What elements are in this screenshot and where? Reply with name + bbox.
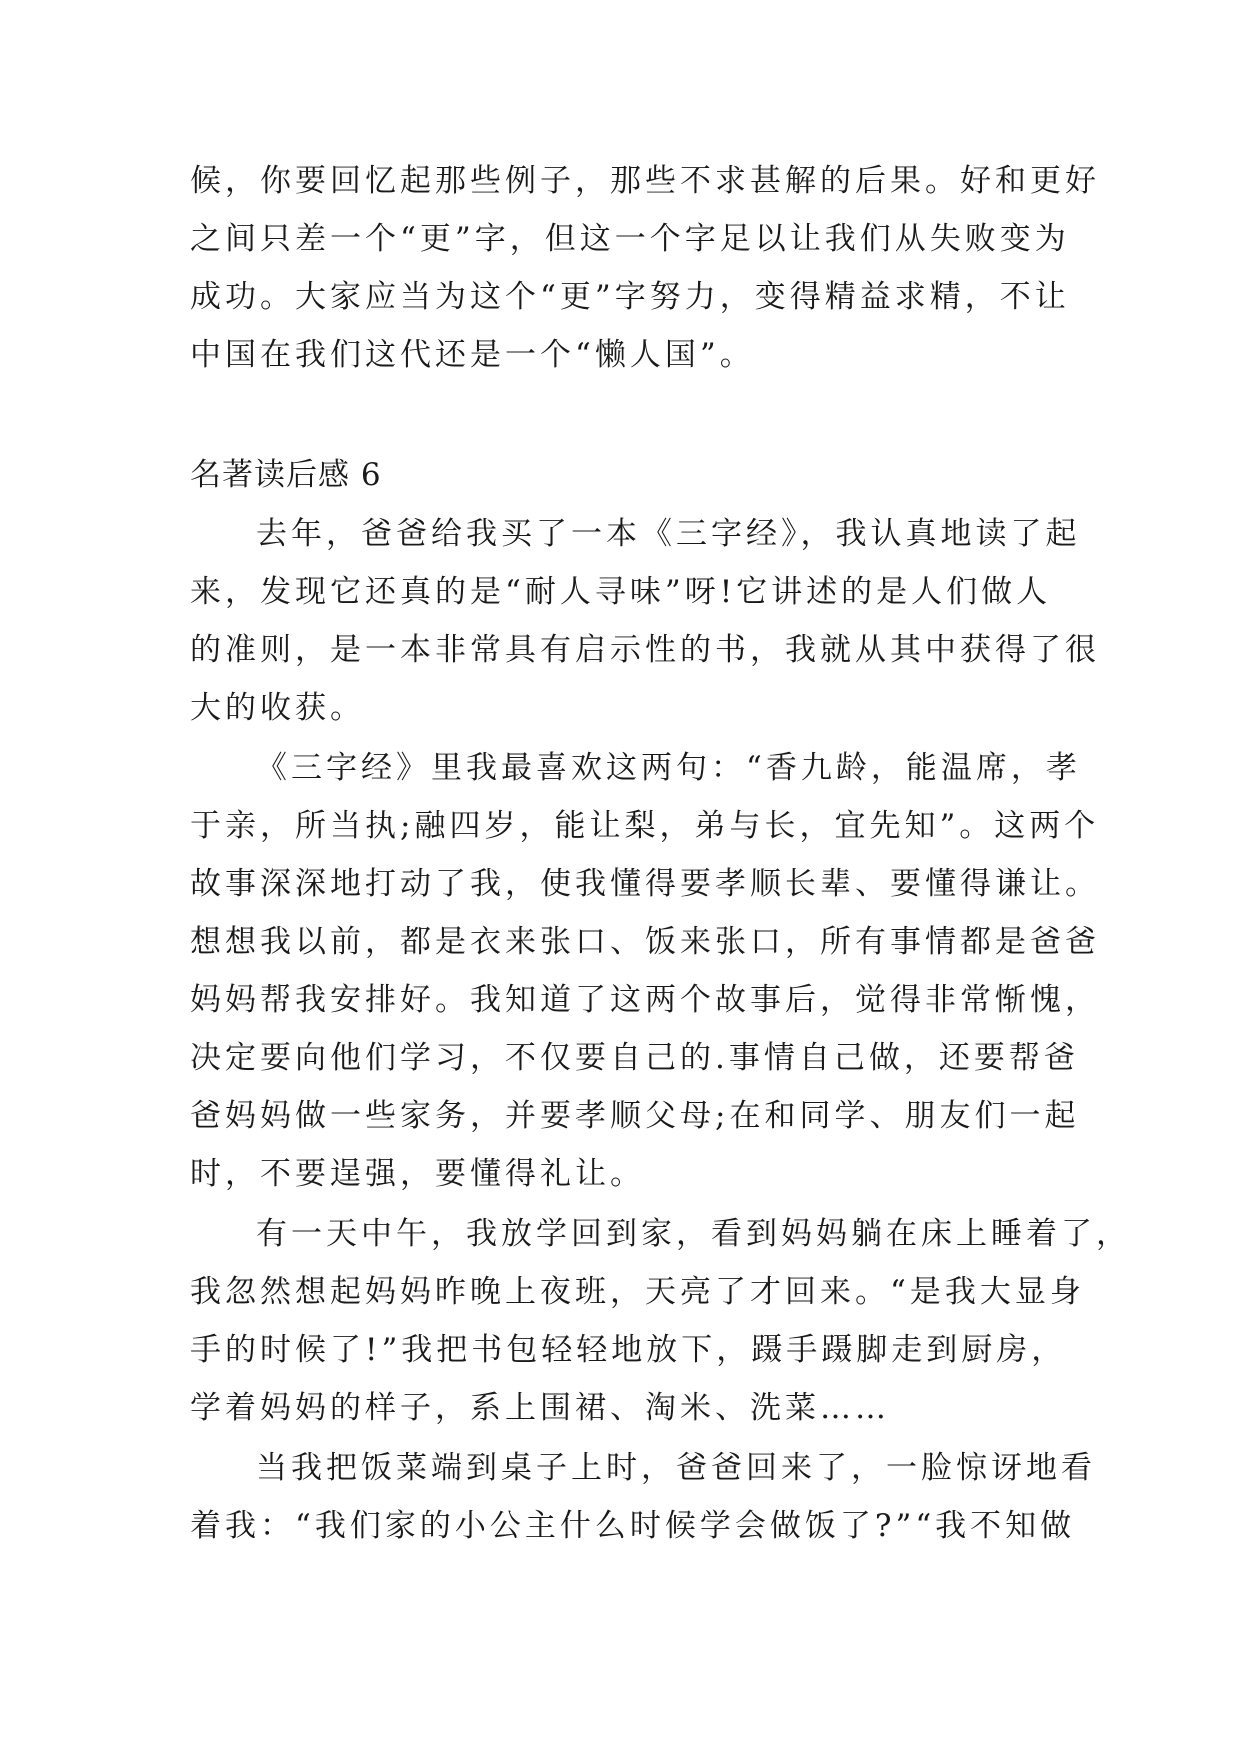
paragraph-1-line-3: 的准则，是一本非常具有启示性的书，我就从其中获得了很 xyxy=(190,632,1100,668)
paragraph-2-line-1: 《三字经》里我最喜欢这两句：“香九龄，能温席，孝 xyxy=(256,750,1081,786)
paragraph-2-line-7: 爸妈妈做一些家务，并要孝顺父母;在和同学、朋友们一起 xyxy=(190,1098,1080,1134)
section-title: 名著读后感 6 xyxy=(190,457,382,493)
paragraph-1-line-4: 大的收获。 xyxy=(190,690,365,726)
paragraph-3-line-2: 我忽然想起妈妈昨晚上夜班，天亮了才回来。“是我大显身 xyxy=(190,1274,1085,1310)
paragraph-2-line-6: 决定要向他们学习，不仅要自己的.事情自己做，还要帮爸 xyxy=(190,1040,1079,1076)
intro-line-2: 之间只差一个“更”字，但这一个字足以让我们从失败变为 xyxy=(190,221,1070,257)
intro-line-3: 成功。大家应当为这个“更”字努力，变得精益求精，不让 xyxy=(190,279,1070,315)
paragraph-3-line-4: 学着妈妈的样子，系上围裙、淘米、洗菜…… xyxy=(190,1390,890,1426)
paragraph-3-line-3: 手的时候了!”我把书包轻轻地放下，蹑手蹑脚走到厨房， xyxy=(190,1332,1067,1368)
paragraph-2-line-4: 想想我以前，都是衣来张口、饭来张口，所有事情都是爸爸 xyxy=(190,924,1100,960)
intro-line-1: 候，你要回忆起那些例子，那些不求甚解的后果。好和更好 xyxy=(190,163,1100,199)
paragraph-3-line-1: 有一天中午，我放学回到家，看到妈妈躺在床上睡着了， xyxy=(256,1216,1131,1252)
paragraph-2-line-5: 妈妈帮我安排好。我知道了这两个故事后，觉得非常惭愧， xyxy=(190,982,1100,1018)
paragraph-1-line-1: 去年，爸爸给我买了一本《三字经》，我认真地读了起 xyxy=(256,516,1081,552)
paragraph-4-line-2: 着我：“我们家的小公主什么时候学会做饭了?”“我不知做 xyxy=(190,1508,1076,1544)
paragraph-4-line-1: 当我把饭菜端到桌子上时，爸爸回来了，一脸惊讶地看 xyxy=(256,1450,1096,1486)
paragraph-1-line-2: 来，发现它还真的是“耐人寻味”呀!它讲述的是人们做人 xyxy=(190,574,1052,610)
paragraph-2-line-2: 于亲，所当执;融四岁，能让梨，弟与长，宜先知”。这两个 xyxy=(190,808,1100,844)
paragraph-2-line-3: 故事深深地打动了我，使我懂得要孝顺长辈、要懂得谦让。 xyxy=(190,866,1100,902)
paragraph-2-line-8: 时，不要逞强，要懂得礼让。 xyxy=(190,1156,645,1192)
intro-line-4: 中国在我们这代还是一个“懒人国”。 xyxy=(190,337,755,373)
